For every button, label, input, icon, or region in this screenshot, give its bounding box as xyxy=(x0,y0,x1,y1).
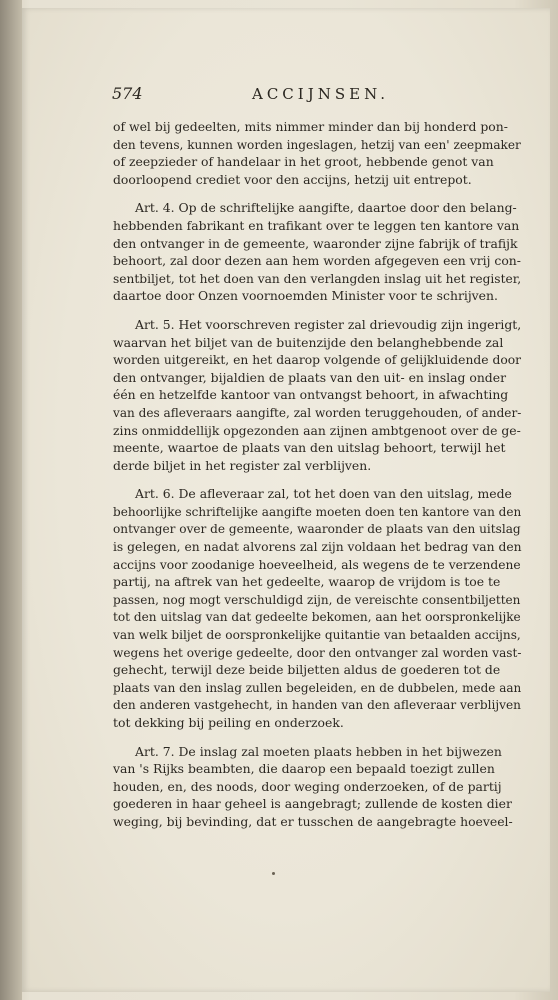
text-line: accijns voor zoodanige hoeveelheid, als wegens de te verzendene xyxy=(113,556,521,572)
text-line: derde biljet in het register zal verblijven. xyxy=(113,457,372,473)
text-line: passen, nog mogt verschuldigd zijn, de vereischte consentbiljetten xyxy=(113,591,521,607)
text-line: tot den uitslag van dat gedeelte bekomen, aan het oorspronkelijke xyxy=(113,609,521,625)
text-line: den anderen vastgehecht, in handen van den afleveraar verblijven xyxy=(113,697,521,713)
text-line: van des afleveraars aangifte, zal worden teruggehouden, of ander- xyxy=(113,404,522,420)
text-line: den tevens, kunnen worden ingeslagen, hetzij van een' zeepmaker xyxy=(113,136,521,152)
text-line: behoorlijke schriftelijke aangifte moeten doen ten kantore van den xyxy=(113,503,522,519)
text-line: van 's Rijks beambten, die daarop een bepaald toezigt zullen xyxy=(113,761,495,777)
text-line: sentbiljet, tot het doen van den verlangden inslag uit het register, xyxy=(113,270,522,286)
text-line: houden, en, des noods, door weging onderzoeken, of de partij xyxy=(113,778,502,794)
running-title: ACCIJNSEN. xyxy=(252,85,390,103)
text-line: van welk biljet de oorspronkelijke quitantie van betaalden accijns, xyxy=(113,627,521,643)
text-line: tot dekking bij peiling en onderzoek. xyxy=(113,715,344,730)
text-line: ontvanger over de gemeente, waaronder de plaats van den uitslag xyxy=(113,521,521,537)
text-line: worden uitgereikt, en het daarop volgende of gelijkluidende door xyxy=(113,352,522,368)
article-7-line: Art. 7. De inslag zal moeten plaats hebben in het bijwezen xyxy=(135,743,502,759)
text-line: behoort, zal door dezen aan hem worden afgegeven een vrij con- xyxy=(113,253,521,269)
page-number: 574 xyxy=(112,84,143,103)
text-line: gehecht, terwijl deze beide biljetten aldus de goederen tot de xyxy=(113,662,501,678)
text-line: den ontvanger, bijaldien de plaats van den uit- en inslag onder xyxy=(113,369,506,385)
text-line: goederen in haar geheel is aangebragt; zullende de kosten dier xyxy=(113,796,512,812)
text-line: hebbenden fabrikant en trafikant over te leggen ten kantore van xyxy=(113,217,520,233)
ink-speck xyxy=(272,872,275,875)
text-line: doorloopend crediet voor den accijns, hetzij uit entrepot. xyxy=(113,171,472,187)
binding-shadow xyxy=(0,0,22,1000)
text-line: waarvan het biljet van de buitenzijde den belanghebbende zal xyxy=(113,334,504,350)
article-6-line: Art. 6. De afleveraar zal, tot het doen van den uitslag, mede xyxy=(135,486,512,502)
page-header xyxy=(112,84,532,108)
text-line: is gelegen, en nadat alvorens zal zijn voldaan het bedrag van den xyxy=(113,539,522,555)
text-line: daartoe door Onzen voornoemden Minister voor te schrijven. xyxy=(113,288,498,304)
text-line: meente, waartoe de plaats van den uitslag behoort, terwijl het xyxy=(113,440,506,456)
text-line: één en hetzelfde kantoor van ontvangst behoort, in afwachting xyxy=(113,387,509,403)
text-line: of zeepzieder of handelaar in het groot, hebbende genot van xyxy=(113,154,494,170)
text-line: wegens het overige gedeelte, door den ontvanger zal worden vast- xyxy=(113,644,522,660)
text-line: den ontvanger in de gemeente, waaronder zijne fabrijk of trafijk xyxy=(113,235,518,251)
text-line: plaats van den inslag zullen begeleiden, en de dubbelen, mede aan xyxy=(113,679,522,695)
article-5-line: Art. 5. Het voorschreven register zal drievoudig zijn ingerigt, xyxy=(135,316,522,332)
text-line: zins onmiddellijk opgezonden aan zijnen ambtgenoot over de ge- xyxy=(113,422,521,438)
text-line: partij, na aftrek van het gedeelte, waarop de vrijdom is toe te xyxy=(113,574,501,590)
text-line: weging, bij bevinding, dat er tusschen de aangebragte hoeveel- xyxy=(113,813,513,829)
body-text xyxy=(113,118,521,831)
text-line: of wel bij gedeelten, mits nimmer minder dan bij honderd pon- xyxy=(113,119,508,134)
article-4-line: Art. 4. Op de schriftelijke aangifte, daartoe door den belang- xyxy=(135,200,517,216)
